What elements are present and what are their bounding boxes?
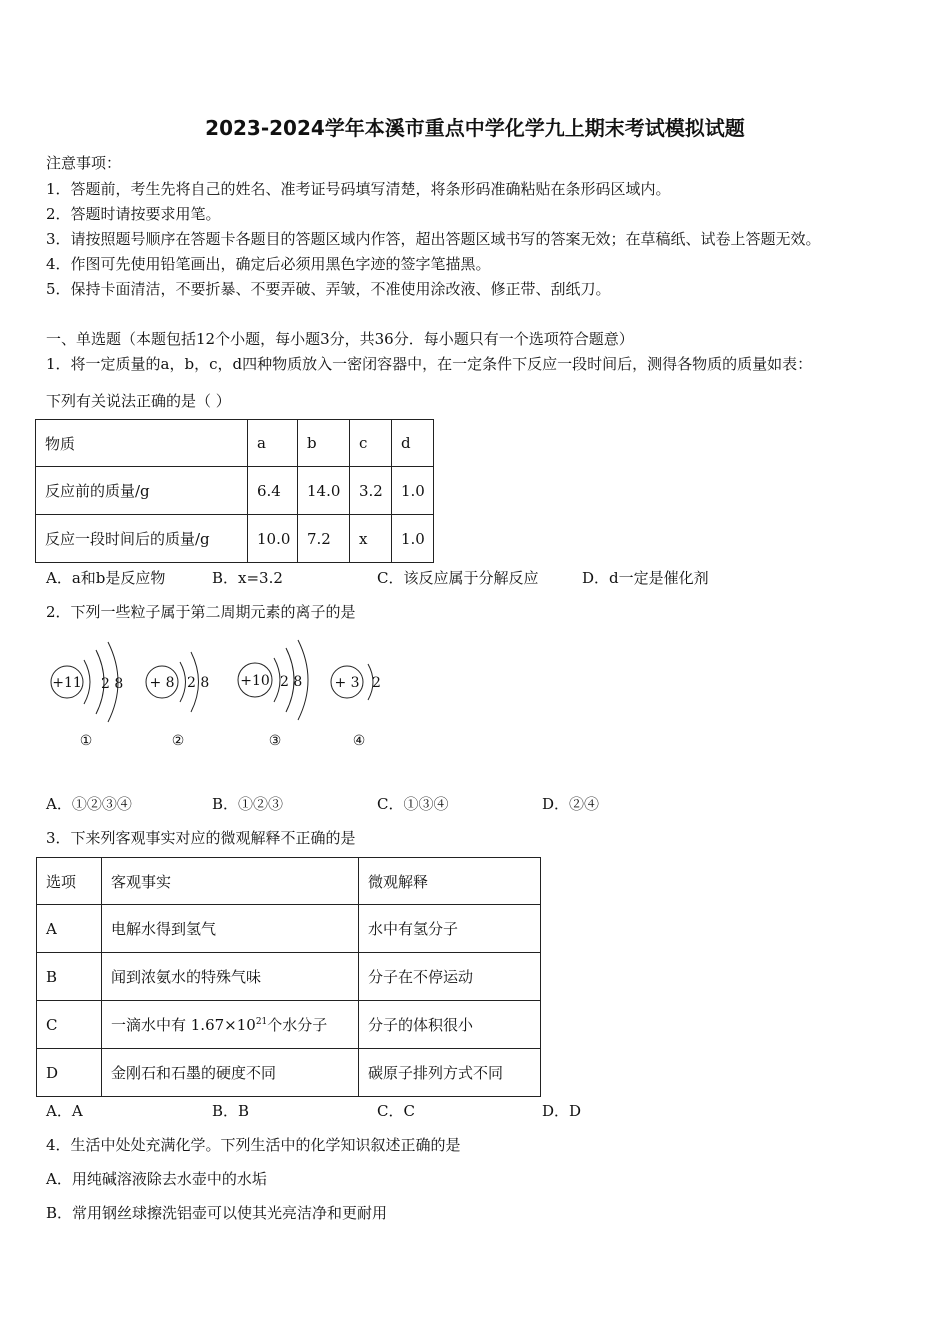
q1-stem: 1．将一定质量的a，b，c，d四种物质放入一密闭容器中，在一定条件下反应一段时间后，测得各物质的质量如表：	[46, 355, 813, 373]
atom-label: ①	[79, 733, 93, 749]
table-cell: 水中有氢分子	[359, 905, 541, 953]
exponent: 21	[255, 1017, 268, 1027]
table-header-cell: 选项	[37, 858, 102, 905]
table-header-cell: 微观解释	[359, 858, 541, 905]
option-d[interactable]: D．②④	[542, 795, 600, 813]
table-cell: 分子在不停运动	[359, 953, 541, 1001]
atom-diagram-4	[331, 664, 381, 749]
table-cell: 1.0	[392, 515, 434, 563]
table-cell: 碳原子排列方式不同	[359, 1049, 541, 1097]
notice-item: 5．保持卡面清洁，不要折暴、不要弄破、弄皱，不准使用涂改液、修正带、刮纸刀。	[46, 280, 611, 298]
table-cell: 14.0	[298, 467, 350, 515]
table-cell: C	[37, 1001, 102, 1049]
option-d[interactable]: D．D	[542, 1102, 582, 1120]
q4-stem: 4．生活中处处充满化学。下列生活中的化学知识叙述正确的是	[46, 1136, 461, 1154]
notice-heading: 注意事项：	[46, 154, 122, 172]
shell-electrons: 2 8	[187, 675, 210, 691]
nucleus-charge: + 8	[149, 675, 175, 691]
shell-electrons: 2 8	[101, 676, 124, 692]
notice-item: 2．答题时请按要求用笔。	[46, 205, 221, 223]
nucleus-charge: + 3	[334, 675, 360, 691]
table-cell: 1.0	[392, 467, 434, 515]
nucleus-charge: +10	[240, 673, 270, 689]
q1-table	[35, 419, 434, 563]
section-heading: 一、单选题（本题包括12个小题，每小题3分，共36分．每小题只有一个选项符合题意）	[46, 330, 634, 348]
table-cell: 金刚石和石墨的硬度不同	[102, 1049, 359, 1097]
option-d[interactable]: D．d一定是催化剂	[582, 569, 709, 587]
table-cell: 3.2	[350, 467, 392, 515]
notice-item: 3．请按照题号顺序在答题卡各题目的答题区域内作答，超出答题区域书写的答案无效；在草稿纸、试卷上答题无效。	[46, 230, 821, 248]
table-cell: 10.0	[248, 515, 298, 563]
option-c[interactable]: C．该反应属于分解反应	[377, 569, 539, 587]
q2-stem: 2．下列一些粒子属于第二周期元素的离子的是	[46, 603, 356, 621]
atom-label: ③	[268, 733, 282, 749]
q3-table	[36, 857, 541, 1097]
page-title: 2023-2024学年本溪市重点中学化学九上期末考试模拟试题	[205, 116, 745, 140]
atom-diagram-2	[146, 652, 209, 749]
option-c[interactable]: C．C	[377, 1102, 415, 1120]
option-b[interactable]: B．B	[212, 1102, 250, 1120]
option-b[interactable]: B．①②③	[212, 795, 284, 813]
q1-ask: 下列有关说法正确的是（ ）	[46, 392, 231, 410]
atom-diagram-1	[51, 642, 123, 749]
option-b[interactable]: B．x=3.2	[212, 569, 283, 587]
table-cell: 6.4	[248, 467, 298, 515]
table-header-cell: c	[350, 420, 392, 467]
nucleus-charge: +11	[52, 675, 82, 691]
atom-label: ④	[352, 733, 366, 749]
q3-stem: 3．下来列客观事实对应的微观解释不正确的是	[46, 829, 356, 847]
option-b[interactable]: B．常用钢丝球擦洗铝壶可以使其光亮洁净和更耐用	[46, 1204, 388, 1222]
table-header-cell: b	[298, 420, 350, 467]
table-cell: 分子的体积很小	[359, 1001, 541, 1049]
option-a[interactable]: A．用纯碱溶液除去水壶中的水垢	[46, 1170, 267, 1188]
notice-item: 4．作图可先使用铅笔画出，确定后必须用黑色字迹的签字笔描黑。	[46, 255, 491, 273]
shell-arc	[180, 662, 186, 702]
table-cell: 反应前的质量/g	[36, 467, 248, 515]
option-c[interactable]: C．①③④	[377, 795, 449, 813]
table-cell: B	[37, 953, 102, 1001]
table-cell: D	[37, 1049, 102, 1097]
atom-diagram-3	[238, 640, 308, 749]
option-a[interactable]: A．①②③④	[46, 795, 132, 813]
shell-arc	[84, 660, 90, 704]
table-header-cell: d	[392, 420, 434, 467]
shell-electrons: 2 8	[280, 674, 303, 690]
table-cell: A	[37, 905, 102, 953]
notice-item: 1．答题前，考生先将自己的姓名、准考证号码填写清楚，将条形码准确粘贴在条形码区域内。	[46, 180, 671, 198]
table-header-cell: 客观事实	[102, 858, 359, 905]
fact-text: 个水分子	[267, 1016, 328, 1034]
table-header-cell: a	[248, 420, 298, 467]
table-cell	[102, 1001, 359, 1049]
atom-label: ②	[171, 733, 185, 749]
table-cell: x	[350, 515, 392, 563]
option-a[interactable]: A．A	[46, 1102, 83, 1120]
atom-structure-diagrams	[40, 630, 420, 755]
option-a[interactable]: A．a和b是反应物	[46, 569, 166, 587]
shell-electrons: 2	[372, 675, 381, 691]
table-cell: 7.2	[298, 515, 350, 563]
fact-text: 一滴水中有 1.67×10	[111, 1016, 256, 1034]
table-cell: 电解水得到氢气	[102, 905, 359, 953]
table-header-cell: 物质	[36, 420, 248, 467]
table-cell: 反应一段时间后的质量/g	[36, 515, 248, 563]
table-cell: 闻到浓氨水的特殊气味	[102, 953, 359, 1001]
